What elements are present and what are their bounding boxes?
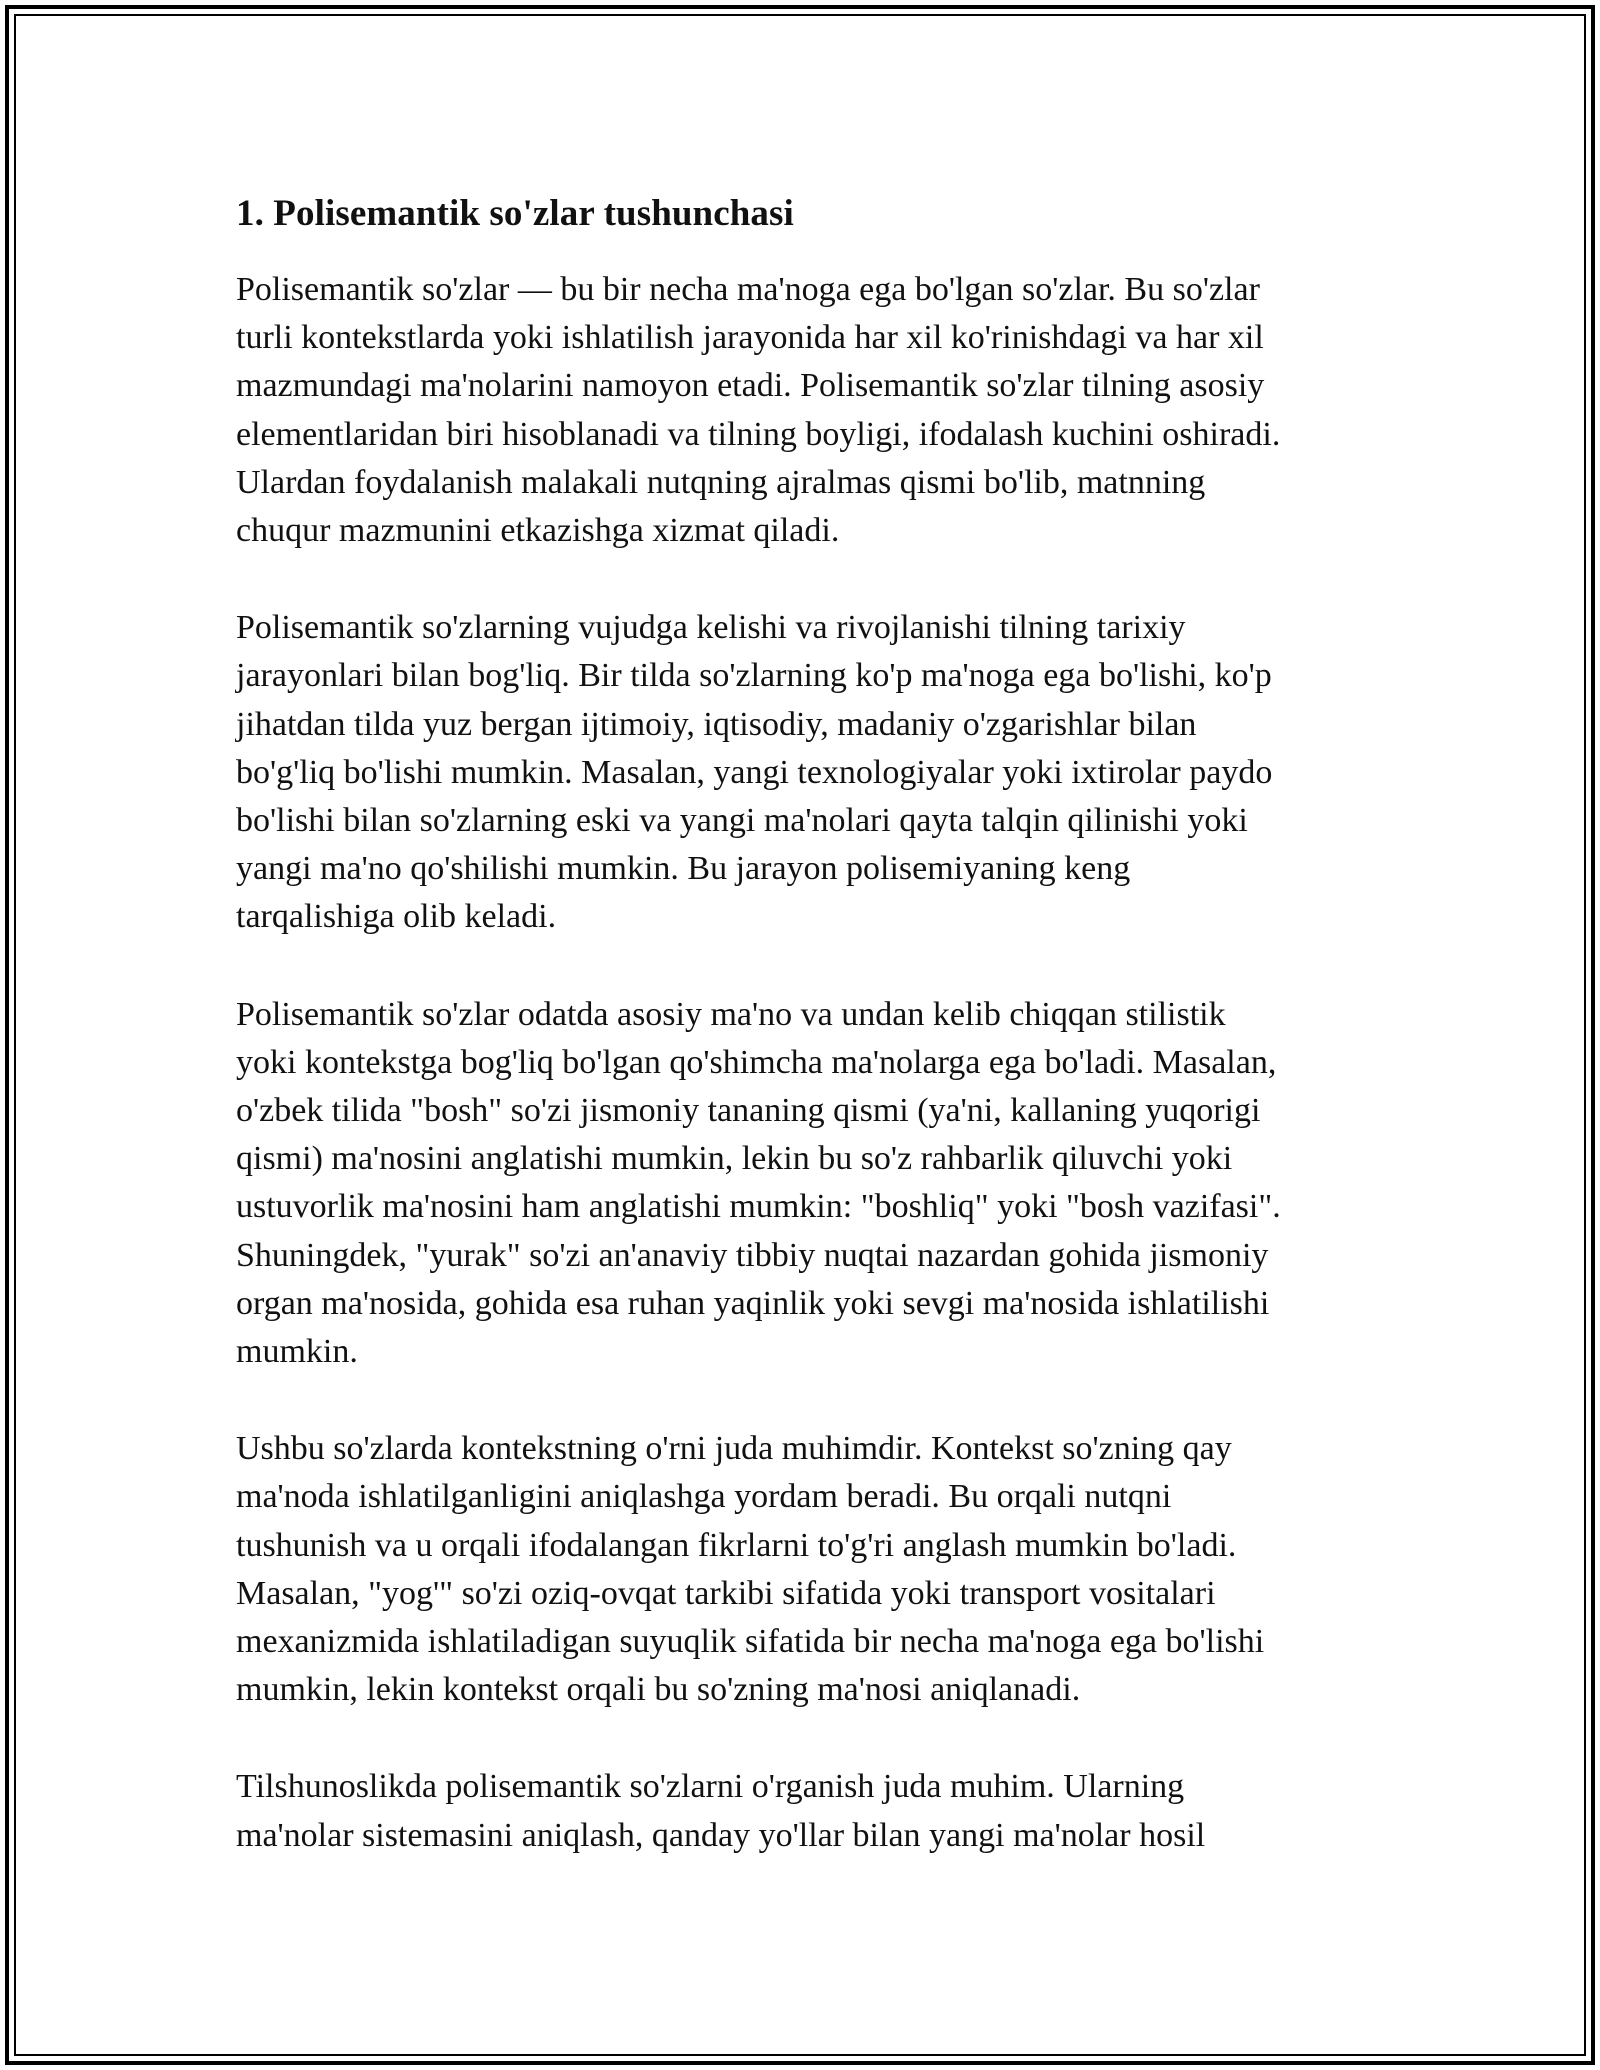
- text-line: bo'lishi bilan so'zlarning eski va yangi ma'nolari qayta talqin qilinishi yoki: [236, 802, 1248, 840]
- text-line: tushunish va u orqali ifodalangan fikrlarni to'g'ri anglash mumkin bo'ladi.: [236, 1526, 1237, 1564]
- text-line: Ulardan foydalanish malakali nutqning ajralmas qismi bo'lib, matnning: [236, 463, 1206, 501]
- text-line: yangi ma'no qo'shilishi mumkin. Bu jarayon polisemiyaning keng: [236, 850, 1131, 888]
- text-line: ustuvorlik ma'nosini ham anglatishi mumkin: "boshliq" yoki "bosh vazifasi".: [236, 1188, 1281, 1226]
- text-line: jihatdan tilda yuz bergan ijtimoiy, iqtisodiy, madaniy o'zgarishlar bilan: [236, 705, 1197, 743]
- text-line: ma'nolar sistemasini aniqlash, qanday yo'llar bilan yangi ma'nolar hosil: [236, 1816, 1206, 1854]
- text-line: mexanizmida ishlatiladigan suyuqlik sifatida bir necha ma'noga ega bo'lishi: [236, 1623, 1265, 1661]
- document-body: [236, 188, 1376, 1860]
- text-line: bo'g'liq bo'lishi mumkin. Masalan, yangi texnologiyalar yoki ixtirolar paydo: [236, 753, 1273, 791]
- text-line: mumkin.: [236, 1333, 358, 1371]
- paragraph: [236, 1763, 1376, 1859]
- text-line: organ ma'nosida, gohida esa ruhan yaqinlik yoki sevgi ma'nosida ishlatilishi: [236, 1284, 1270, 1322]
- text-line: Polisemantik so'zlarning vujudga kelishi va rivojlanishi tilning tarixiy: [236, 609, 1186, 647]
- text-line: turli kontekstlarda yoki ishlatilish jarayonida har xil ko'rinishdagi va har xil: [236, 319, 1264, 357]
- paragraph: [236, 604, 1376, 941]
- paragraph: [236, 991, 1376, 1377]
- text-line: jarayonlari bilan bog'liq. Bir tilda so'zlarning ko'p ma'noga ega bo'lishi, ko'p: [236, 657, 1272, 695]
- paragraph: [236, 266, 1376, 555]
- text-line: yoki kontekstga bog'liq bo'lgan qo'shimcha ma'nolarga ega bo'ladi. Masalan,: [236, 1043, 1277, 1081]
- text-line: mazmundagi ma'nolarini namoyon etadi. Polisemantik so'zlar tilning asosiy: [236, 367, 1265, 405]
- text-line: elementlaridan biri hisoblanadi va tilning boyligi, ifodalash kuchini oshiradi.: [236, 415, 1281, 453]
- paragraph: [236, 1425, 1376, 1714]
- text-line: Tilshunoslikda polisemantik so'zlarni o'rganish juda muhim. Ularning: [236, 1768, 1185, 1806]
- text-line: qismi) ma'nosini anglatishi mumkin, lekin bu so'z rahbarlik qiluvchi yoki: [236, 1140, 1233, 1178]
- text-line: mumkin, lekin kontekst orqali bu so'zning ma'nosi aniqlanadi.: [236, 1671, 1081, 1709]
- section-heading: 1. Polisemantik so'zlar tushunchasi: [236, 193, 794, 234]
- text-line: chuqur mazmunini etkazishga xizmat qiladi.: [236, 512, 840, 550]
- text-line: Polisemantik so'zlar — bu bir necha ma'noga ega bo'lgan so'zlar. Bu so'zlar: [236, 271, 1260, 308]
- text-line: Shuningdek, "yurak" so'zi an'anaviy tibbiy nuqtai nazardan gohida jismoniy: [236, 1236, 1269, 1274]
- text-line: tarqalishiga olib keladi.: [236, 898, 557, 936]
- text-line: Ushbu so'zlarda kontekstning o'rni juda muhimdir. Kontekst so'zning qay: [236, 1430, 1232, 1468]
- text-line: o'zbek tilida "bosh" so'zi jismoniy tananing qismi (ya'ni, kallaning yuqorigi: [236, 1092, 1261, 1130]
- text-line: ma'noda ishlatilganligini aniqlashga yordam beradi. Bu orqali nutqni: [236, 1478, 1172, 1516]
- text-line: Masalan, "yog'" so'zi oziq-ovqat tarkibi sifatida yoki transport vositalari: [236, 1574, 1216, 1612]
- text-line: Polisemantik so'zlar odatda asosiy ma'no va undan kelib chiqqan stilistik: [236, 995, 1226, 1033]
